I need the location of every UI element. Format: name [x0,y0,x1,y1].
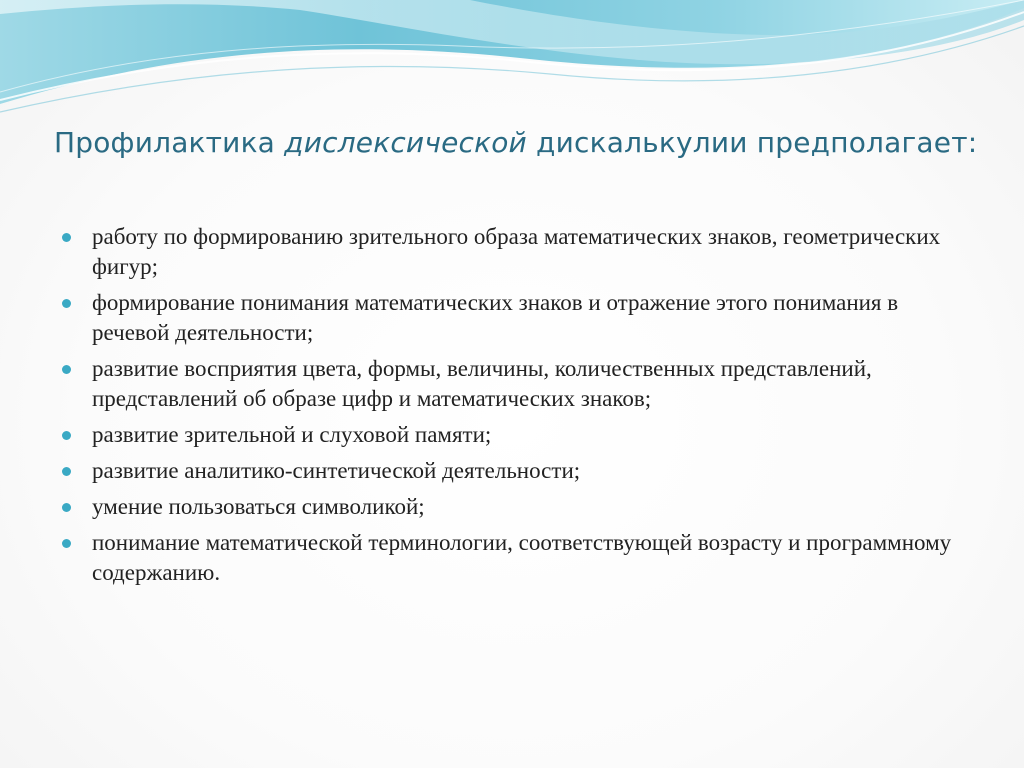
bullet-text: развитие зрительной и слуховой памяти; [92,422,492,447]
bullet-dot-icon [62,431,71,440]
list-item [60,354,965,414]
slide-title [54,126,994,159]
list-item [60,222,965,282]
bullet-list [60,222,965,594]
list-item [60,456,965,486]
bullet-dot-icon [62,539,71,548]
list-item [60,528,965,588]
title-emphasis: дислексической [284,126,527,159]
bullet-dot-icon [62,503,71,512]
decorative-wave-banner [0,0,1024,120]
bullet-text: развитие восприятия цвета, формы, величины, количественных представлений, представлений об образе цифр и математических знаков; [92,356,872,411]
title-part-2: дискалькулии предполагает: [526,126,978,159]
bullet-text: работу по формированию зрительного образа математических знаков, геометрических фигур; [92,224,941,279]
list-item [60,420,965,450]
bullet-dot-icon [62,467,71,476]
bullet-dot-icon [62,365,71,374]
bullet-dot-icon [62,233,71,242]
list-item [60,492,965,522]
bullet-dot-icon [62,299,71,308]
bullet-text: понимание математической терминологии, соответствующей возрасту и программному содержанию. [92,530,952,585]
list-item [60,288,965,348]
bullet-text: формирование понимания математических знаков и отражение этого понимания в речевой деятельности; [92,290,899,345]
bullet-text: умение пользоваться символикой; [92,494,425,519]
title-part-1: Профилактика [54,126,285,159]
bullet-text: развитие аналитико-синтетической деятельности; [92,458,581,483]
